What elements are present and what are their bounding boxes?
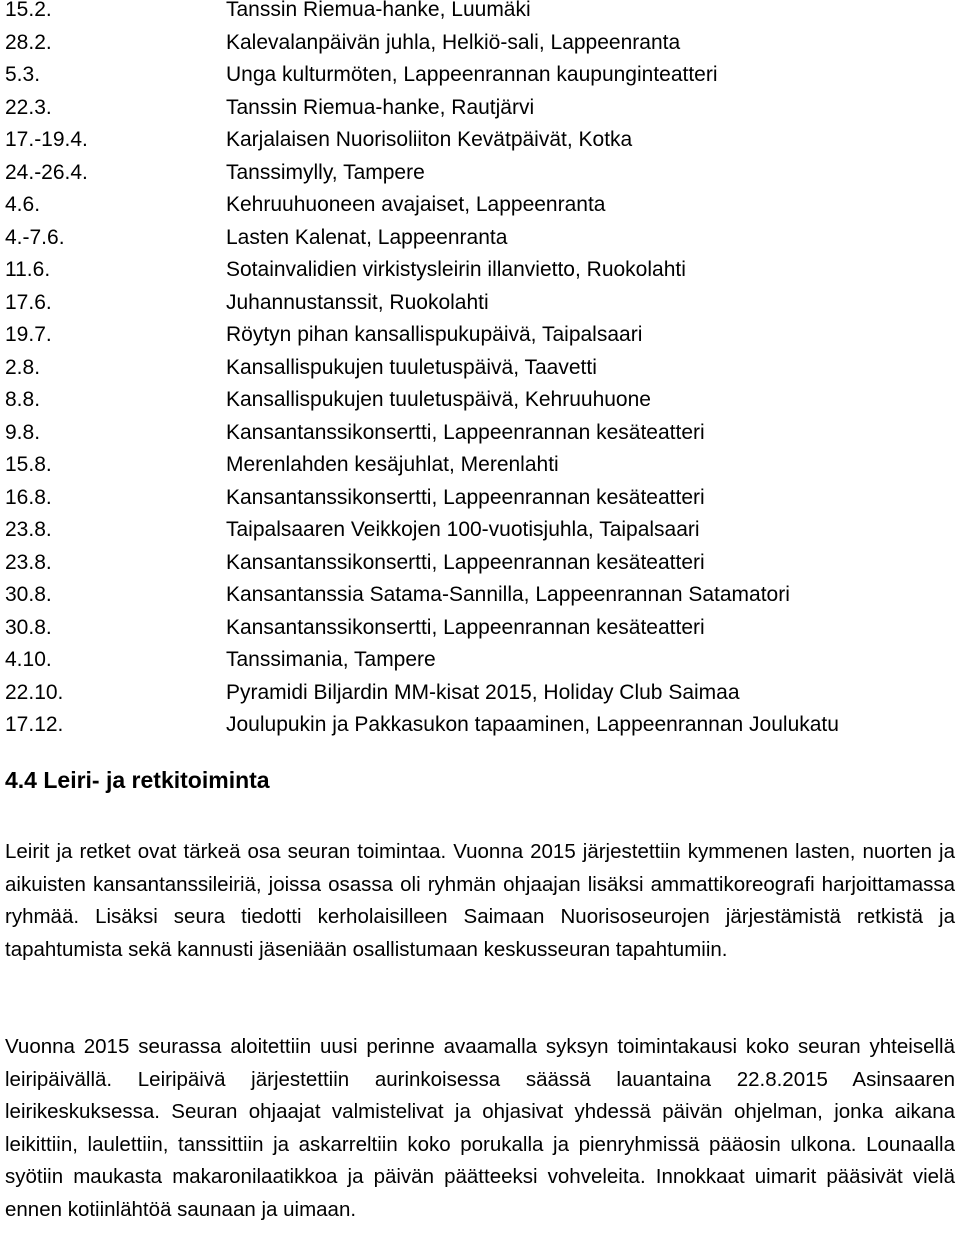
- event-name: Kansantanssikonsertti, Lappeenrannan kesäteatteri: [226, 615, 705, 639]
- event-name: Tanssin Riemua-hanke, Rautjärvi: [226, 95, 535, 119]
- event-row: [5, 514, 955, 547]
- event-date: 30.8.: [5, 615, 52, 639]
- event-date: 8.8.: [5, 388, 41, 411]
- event-row: [5, 677, 955, 710]
- event-name: Kansantanssikonsertti, Lappeenrannan kesäteatteri: [226, 420, 705, 444]
- event-date: 23.8.: [5, 518, 52, 541]
- event-name: Röytyn pihan kansallispukupäivä, Taipalsaari: [226, 323, 643, 346]
- event-date: 24.-26.4.: [5, 160, 88, 184]
- event-name: Lasten Kalenat, Lappeenranta: [226, 225, 508, 249]
- event-name: Tanssimylly, Tampere: [226, 160, 425, 184]
- event-name: Kansantanssikonsertti, Lappeenrannan kesäteatteri: [226, 485, 705, 509]
- event-date: 15.2.: [5, 0, 52, 21]
- event-row: [5, 287, 955, 320]
- event-name: Kalevalanpäivän juhla, Helkiö-sali, Lappeenranta: [226, 30, 681, 54]
- event-date: 22.3.: [5, 95, 52, 119]
- event-row: [5, 0, 955, 27]
- event-name: Tanssin Riemua-hanke, Luumäki: [226, 0, 531, 21]
- event-row: [5, 547, 955, 580]
- event-date: 17.-19.4.: [5, 128, 88, 151]
- event-row: [5, 644, 955, 677]
- event-name: Joulupukin ja Pakkasukon tapaaminen, Lappeenrannan Joulukatu: [226, 713, 839, 736]
- event-date: 4.10.: [5, 648, 52, 671]
- event-date: 4.-7.6.: [5, 225, 65, 249]
- event-date: 9.8.: [5, 420, 41, 444]
- event-name: Taipalsaaren Veikkojen 100-vuotisjuhla, Taipalsaari: [226, 518, 700, 541]
- event-name: Sotainvalidien virkistysleirin illanvietto, Ruokolahti: [226, 258, 686, 281]
- event-row: [5, 189, 955, 222]
- event-date: 28.2.: [5, 30, 52, 54]
- event-row: [5, 254, 955, 287]
- event-date: 2.8.: [5, 355, 41, 379]
- event-date: 22.10.: [5, 680, 64, 704]
- paragraph-camps-intro: Leirit ja retket ovat tärkeä osa seuran toimintaa. Vuonna 2015 järjestettiin kymmenen lasten, nuorten ja aikuisten kansantanssileiriä, joissa osassa oli ryhmän ohjaajan lisäksi ammattikoreografi harjoittamassa ryhmää. Lisäksi seura tiedotti kerholaisilleen Saimaan Nuorisoseurojen järjestämistä retkistä ja tapahtumista sekä kannusti jäseniään osallistumaan keskusseuran tapahtumiin.: [5, 840, 955, 961]
- event-name: Kansantanssia Satama-Sannilla, Lappeenrannan Satamatori: [226, 583, 790, 606]
- event-row: [5, 59, 955, 92]
- event-row: [5, 27, 955, 60]
- event-date: 19.7.: [5, 323, 52, 346]
- event-name: Kehruuhuoneen avajaiset, Lappeenranta: [226, 193, 606, 216]
- event-row: [5, 482, 955, 515]
- event-date: 17.6.: [5, 290, 52, 314]
- event-name: Kansallispukujen tuuletuspäivä, Kehruuhuone: [226, 388, 651, 411]
- event-row: [5, 157, 955, 190]
- event-name: Karjalaisen Nuorisoliiton Kevätpäivät, Kotka: [226, 128, 633, 151]
- event-name: Kansallispukujen tuuletuspäivä, Taavetti: [226, 355, 597, 379]
- event-name: Tanssimania, Tampere: [226, 648, 436, 671]
- event-row: [5, 319, 955, 352]
- event-row: [5, 384, 955, 417]
- section-heading: 4.4 Leiri- ja retkitoiminta: [5, 767, 270, 793]
- event-date: 4.6.: [5, 193, 41, 216]
- paragraph-camp-day: Vuonna 2015 seurassa aloitettiin uusi perinne avaamalla syksyn toimintakausi koko seuran yhteisellä leiripäivällä. Leiripäivä järjestettiin aurinkoisessa säässä lauantaina 22.8.2015 Asinsaaren leirikeskuksessa. Seuran ohjaajat valmistelivat ja ohjasivat yhdessä päivän ohjelman, jonka aikana leikittiin, laulettiin, tanssittiin ja askarreltiin koko porukalla ja pienryhmissä pääosin ulkona. Lounaalla syötiin maukasta makaronilaatikkoa ja päivän päätteeksi vohveleita. Innokkaat uimarit pääsivät vielä ennen kotiinlähtöä saunaan ja uimaan.: [5, 1035, 955, 1221]
- event-list: [5, 0, 955, 742]
- event-date: 5.3.: [5, 63, 41, 86]
- event-name: Merenlahden kesäjuhlat, Merenlahti: [226, 453, 559, 476]
- event-row: [5, 417, 955, 450]
- event-date: 23.8.: [5, 550, 52, 574]
- event-row: [5, 222, 955, 255]
- event-row: [5, 449, 955, 482]
- event-row: [5, 352, 955, 385]
- event-date: 15.8.: [5, 453, 52, 476]
- event-date: 17.12.: [5, 713, 64, 736]
- event-name: Kansantanssikonsertti, Lappeenrannan kesäteatteri: [226, 550, 705, 574]
- event-row: [5, 612, 955, 645]
- event-name: Juhannustanssit, Ruokolahti: [226, 290, 489, 314]
- event-name: Pyramidi Biljardin MM-kisat 2015, Holiday Club Saimaa: [226, 680, 740, 704]
- event-name: Unga kulturmöten, Lappeenrannan kaupunginteatteri: [226, 63, 718, 86]
- event-date: 30.8.: [5, 583, 52, 606]
- event-date: 11.6.: [5, 258, 51, 281]
- event-date: 16.8.: [5, 485, 52, 509]
- event-row: [5, 579, 955, 612]
- event-row: [5, 124, 955, 157]
- event-row: [5, 709, 955, 742]
- event-row: [5, 92, 955, 125]
